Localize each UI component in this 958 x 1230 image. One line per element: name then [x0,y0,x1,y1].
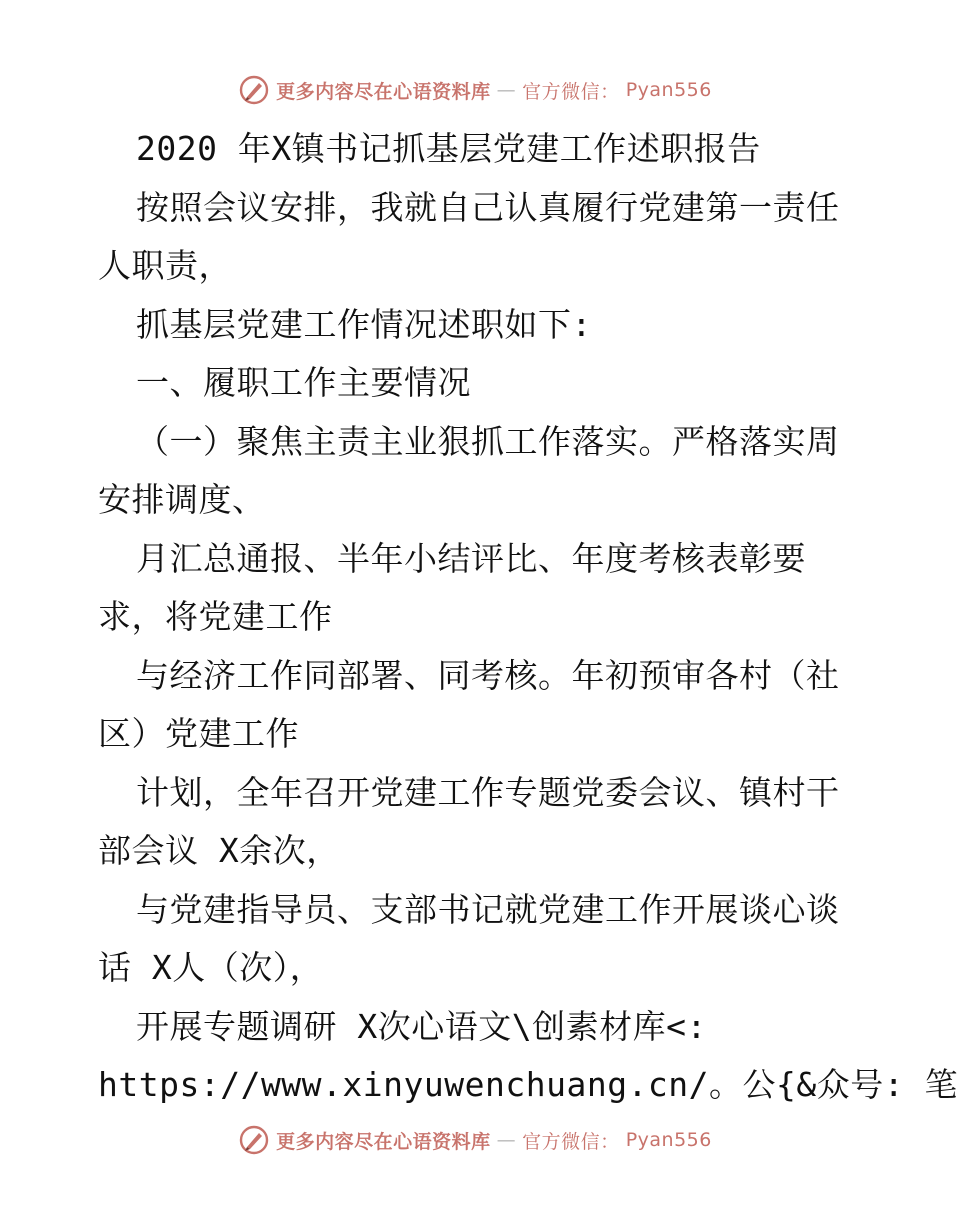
section-heading: 一、履职工作主要情况 [136,363,471,402]
watermark-separator: — [496,79,517,101]
document-title: 2020 年X镇书记抓基层党建工作述职报告 [136,129,761,168]
paragraph-line: 开展专题调研 X次心语文\创素材库<: [136,1006,707,1046]
paragraph-line: 与党建指导员、支部书记就党建工作开展谈心谈 [136,889,840,929]
paragraph-line: 求，将党建工作 [98,597,333,636]
document-body [98,120,958,1115]
paragraph-line: 月汇总通报、半年小结评比、年度考核表彰要 [136,538,806,578]
watermark-banner-top [0,72,950,108]
paragraph-line: 区）党建工作 [98,714,299,753]
watermark-account: Pyan556 [625,79,712,101]
paragraph-line: 按照会议安排，我就自己认真履行党建第一责任 [136,187,840,227]
watermark-banner-bottom [0,1122,950,1158]
watermark-separator: — [496,1129,517,1151]
pen-logo-icon [238,1124,270,1156]
paragraph-line: 安排调度、 [98,480,266,519]
paragraph-line: 话 X人（次）， [98,948,324,987]
paragraph-line: 抓基层党建工作情况述职如下: [136,304,592,344]
pen-logo-icon [238,74,270,106]
watermark-account: Pyan556 [625,1129,712,1151]
paragraph-line: 人职责， [98,246,232,285]
paragraph-line: 与经济工作同部署、同考核。年初预审各村（社 [136,655,840,695]
watermark-brand: 更多内容尽在心语资料库 [276,1130,491,1153]
watermark-wechat-label: 官方微信： [522,1130,620,1153]
paragraph-line: 计划，全年召开党建工作专题党委会议、镇村干 [136,772,840,812]
paragraph-line: https://www.xinyuwenchuang.cn/。公{&众号: 笔 [98,1065,958,1104]
paragraph-line: （一）聚焦主责主业狠抓工作落实。严格落实周 [136,421,840,461]
watermark-brand: 更多内容尽在心语资料库 [276,80,491,103]
watermark-wechat-label: 官方微信： [522,80,620,103]
paragraph-line: 部会议 X余次， [98,831,340,870]
